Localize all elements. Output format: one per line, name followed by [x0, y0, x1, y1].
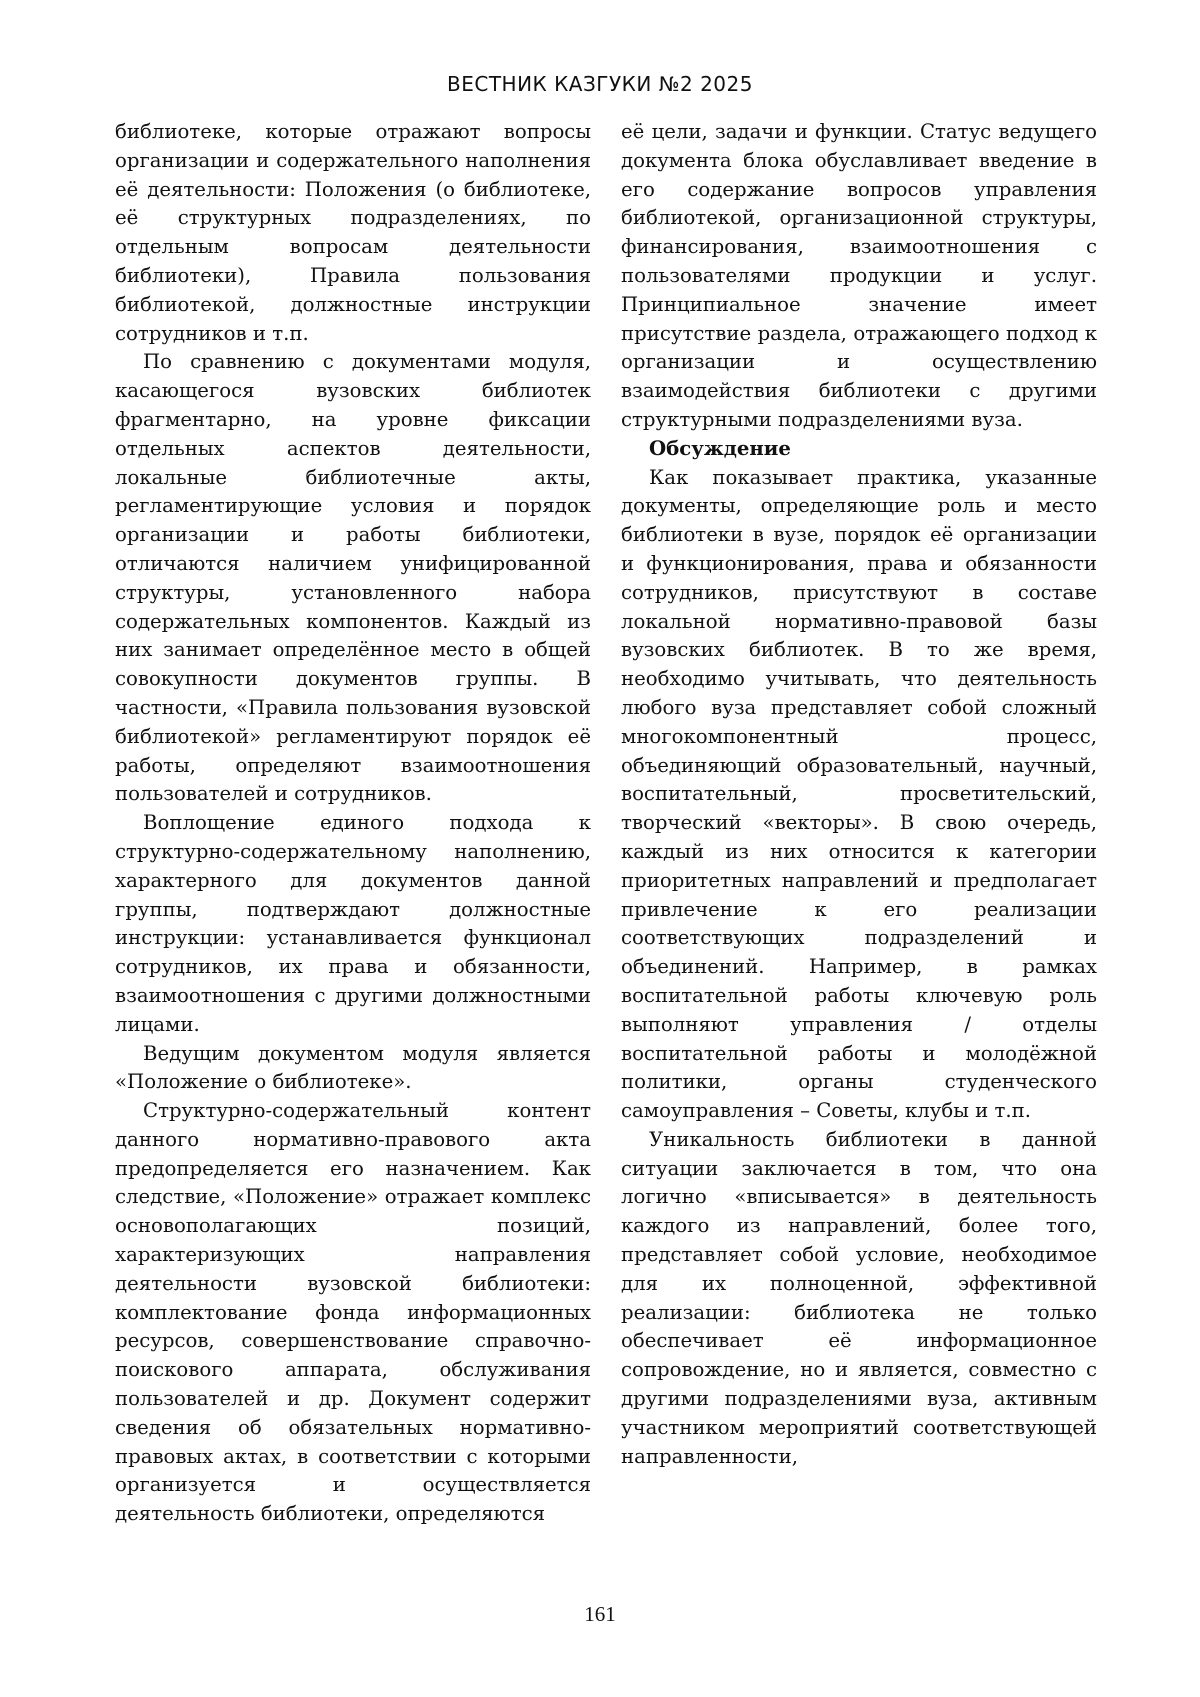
- left-paragraph-1: библиотеке, которые отражают вопросы организации и содержательного наполнения её деятельности: Положения (о библиотеке, её структурных подразделениях, по отдельным вопросам деятельности библиотеки), Правила пользования библиотекой, должностные инструкции сотрудников и т.п.: [115, 120, 591, 345]
- left-column: [115, 118, 591, 1529]
- journal-header: ВЕСТНИК КАЗГУКИ №2 2025: [447, 72, 753, 96]
- left-paragraph-5: Структурно-содержательный контент данного нормативно-правового акта предопределяется его назначением. Как следствие, «Положение» отражает комплекс основополагающих позиций, характеризующих направления деятельности вузовской библиотеки: комплектование фонда информационных ресурсов, совершенствование справочно-поискового аппарата, обслуживания пользователей и др. Документ содержит сведения об обязательных нормативно-правовых актах, в соответствии с которыми организуется и осуществляется деятельность библиотеки, определяются: [115, 1099, 591, 1526]
- right-paragraph-2: Как показывает практика, указанные документы, определяющие роль и место библиотеки в вузе, порядок её организации и функционирования, права и обязанности сотрудников, присутствуют в составе локальной нормативно-правовой базы вузовских библиотек. В то же время, необходимо учитывать, что деятельность любого вуза представляет собой сложный многокомпонентный процесс, объединяющий образовательный, научный, воспитательный, просветительский, творческий «векторы». В свою очередь, каждый из них относится к категории приоритетных направлений и предполагает привлечение к его реализации соответствующих подразделений и объединений. Например, в рамках воспитательной работы ключевую роль выполняют управления / отделы воспитательной работы и молодёжной политики, органы студенческого самоуправления – Советы, клубы и т.п.: [621, 465, 1097, 1123]
- right-column: [621, 118, 1097, 1471]
- left-paragraph-4: Ведущим документом модуля является «Положение о библиотеке».: [115, 1041, 591, 1094]
- left-paragraph-3: Воплощение единого подхода к структурно-содержательному наполнению, характерного для документов данной группы, подтверждают должностные инструкции: устанавливается функционал сотрудников, их права и обязанности, взаимоотношения с другими должностными лицами.: [115, 811, 591, 1036]
- page-number: 161: [584, 1602, 616, 1626]
- left-paragraph-2: По сравнению с документами модуля, касающегося вузовских библиотек фрагментарно, на уровне фиксации отдельных аспектов деятельности, локальные библиотечные акты, регламентирующие условия и порядок организации и работы библиотеки, отличаются наличием унифицированной структуры, установленного набора содержательных компонентов. Каждый из них занимает определённое место в общей совокупности документов группы. В частности, «Правила пользования вузовской библиотекой» регламентируют порядок её работы, определяют взаимоотношения пользователей и сотрудников.: [115, 350, 591, 806]
- right-paragraph-3: Уникальность библиотеки в данной ситуации заключается в том, что она логично «вписывается» в деятельность каждого из направлений, более того, представляет собой условие, необходимое для их полноценной, эффективной реализации: библиотека не только обеспечивает её информационное сопровождение, но и является, совместно с другими подразделениями вуза, активным участником мероприятий соответствующей направленности,: [621, 1127, 1097, 1468]
- section-heading-discussion: Обсуждение: [649, 436, 791, 460]
- right-paragraph-1: её цели, задачи и функции. Статус ведущего документа блока обуславливает введение в его содержание вопросов управления библиотекой, организационной структуры, финансирования, взаимоотношения с пользователями продукции и услуг. Принципиальное значение имеет присутствие раздела, отражающего подход к организации и осуществлению взаимодействия библиотеки с другими структурными подразделениями вуза.: [621, 120, 1097, 431]
